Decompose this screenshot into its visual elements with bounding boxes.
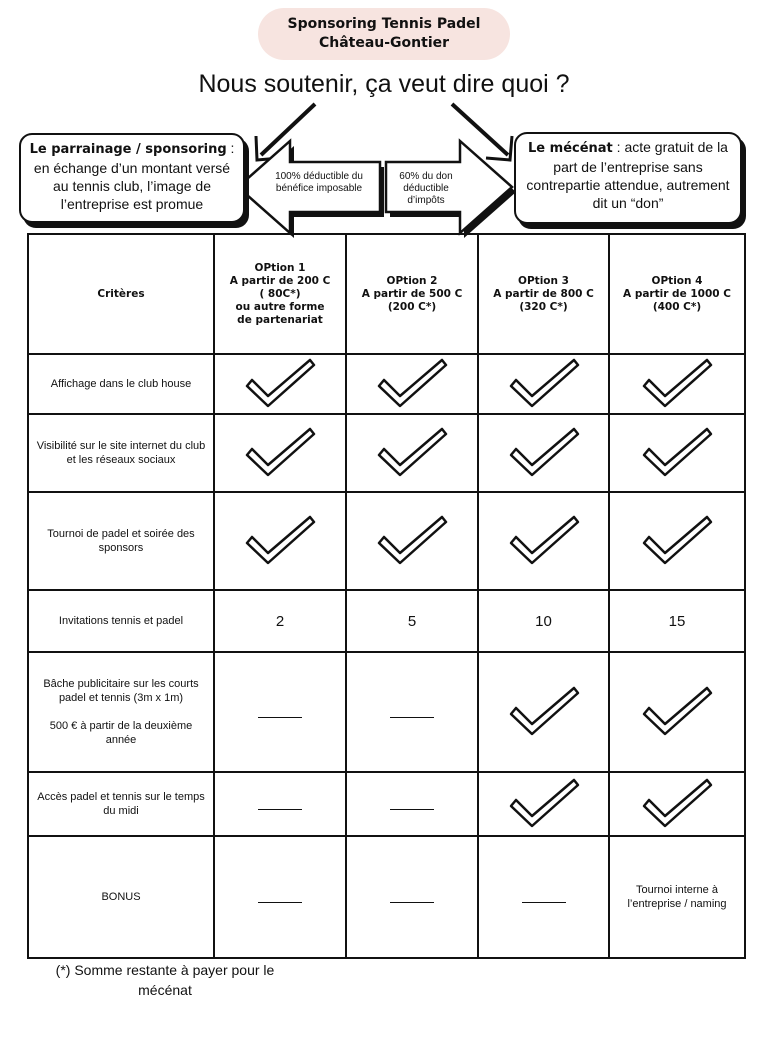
check-cell (609, 414, 745, 492)
empty-cell (214, 772, 346, 836)
dash-mark (390, 717, 434, 718)
bonus-option-4: Tournoi interne à l’entreprise / naming (609, 836, 745, 958)
dash-mark (258, 809, 302, 810)
parrainage-label: Le parrainage / sponsoring (29, 142, 227, 157)
criteria-cell: Affichage dans le club house (28, 354, 214, 414)
header-option-2: OPtion 2 A partir de 500 C (200 C*) (346, 234, 478, 354)
sponsoring-table (27, 233, 746, 959)
table-row (28, 836, 745, 958)
check-cell (478, 492, 609, 590)
table-row (28, 492, 745, 590)
parrainage-text: : en échange d’un montant versé au tennis club, l’image de l’entreprise est promue (33, 140, 235, 212)
checkmark-icon (641, 686, 713, 738)
invitation-count: 5 (346, 590, 478, 652)
dash-mark (390, 902, 434, 903)
table-row (28, 354, 745, 414)
checkmark-icon (508, 686, 580, 738)
check-cell (214, 354, 346, 414)
empty-cell (346, 772, 478, 836)
parrainage-callout (19, 133, 245, 223)
header-criteria: Critères (28, 234, 214, 354)
checkmark-icon (508, 358, 580, 410)
checkmark-icon (641, 358, 713, 410)
checkmark-icon (641, 427, 713, 479)
left-arrow-label: 100% déductible du bénéfice imposable (275, 171, 363, 194)
check-cell (609, 652, 745, 772)
dash-mark (522, 902, 566, 903)
checkmark-icon (244, 515, 316, 567)
criteria-cell: Visibilité sur le site internet du club et les réseaux sociaux (28, 414, 214, 492)
empty-cell (214, 836, 346, 958)
dash-mark (258, 717, 302, 718)
table-header-row (28, 234, 745, 354)
check-cell (346, 414, 478, 492)
criteria-cell: Tournoi de padel et soirée des sponsors (28, 492, 214, 590)
check-cell (609, 354, 745, 414)
checkmark-icon (376, 515, 448, 567)
criteria-cell: BONUS (28, 836, 214, 958)
right-arrow-label: 60% du don déductible d’impôts (399, 171, 453, 206)
table-row (28, 590, 745, 652)
check-cell (609, 772, 745, 836)
table-row (28, 652, 745, 772)
title-line-2: Château-Gontier (318, 35, 450, 51)
checkmark-icon (508, 778, 580, 830)
checkmark-icon (508, 427, 580, 479)
mecenat-label: Le mécénat (528, 141, 613, 156)
checkmark-icon (508, 515, 580, 567)
empty-cell (346, 836, 478, 958)
header-option-4: OPtion 4 A partir de 1000 C (400 C*) (609, 234, 745, 354)
check-cell (478, 652, 609, 772)
check-cell (478, 414, 609, 492)
checkmark-icon (376, 427, 448, 479)
criteria-note: 500 € à partir de la deuxième année (49, 720, 193, 746)
checkmark-icon (244, 427, 316, 479)
dash-mark (390, 809, 434, 810)
header-option-1: OPtion 1 A partir de 200 C ( 80C*) ou autre forme de partenariat (214, 234, 346, 354)
mecenat-callout (514, 132, 742, 224)
check-cell (478, 354, 609, 414)
criteria-cell: Accès padel et tennis sur le temps du midi (28, 772, 214, 836)
empty-cell (346, 652, 478, 772)
header-option-3: OPtion 3 A partir de 800 C (320 C*) (478, 234, 609, 354)
criteria-cell (28, 652, 214, 772)
check-cell (214, 414, 346, 492)
invitation-count: 2 (214, 590, 346, 652)
checkmark-icon (641, 515, 713, 567)
invitation-count: 10 (478, 590, 609, 652)
checkmark-icon (641, 778, 713, 830)
criteria-text: Bâche publicitaire sur les courts padel et tennis (3m x 1m) (43, 678, 199, 704)
check-cell (609, 492, 745, 590)
title-line-1: Sponsoring Tennis Padel (287, 16, 481, 32)
invitation-count: 15 (609, 590, 745, 652)
checkmark-icon (244, 358, 316, 410)
empty-cell (478, 836, 609, 958)
table-row (28, 772, 745, 836)
criteria-cell: Invitations tennis et padel (28, 590, 214, 652)
empty-cell (214, 652, 346, 772)
check-cell (346, 492, 478, 590)
checkmark-icon (376, 358, 448, 410)
check-cell (478, 772, 609, 836)
check-cell (346, 354, 478, 414)
footnote: (*) Somme restante à payer pour le mécénat (55, 962, 275, 998)
subtitle: Nous soutenir, ça veut dire quoi ? (198, 70, 570, 98)
table-row (28, 414, 745, 492)
dash-mark (258, 902, 302, 903)
mecenat-text: : acte gratuit de la part de l’entreprise sans contrepartie attendue, autrement dit un “don” (526, 139, 730, 211)
check-cell (214, 492, 346, 590)
